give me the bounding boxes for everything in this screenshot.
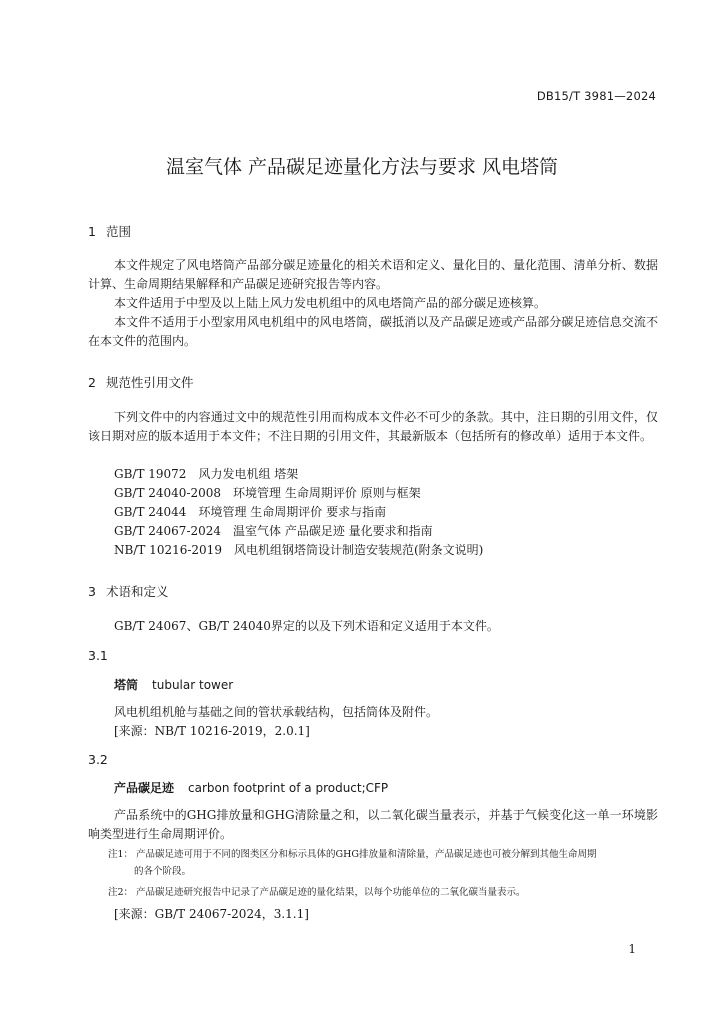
note-label: 注1： (108, 849, 134, 860)
section-2-heading (88, 373, 194, 391)
note-2: 注2： 产品碳足迹研究报告中记录了产品碳足迹的量化结果，以每个功能单位的二氧化碳当量表示。 (108, 887, 526, 898)
term-en: tubular tower (152, 678, 234, 692)
reference-item: NB/T 10216-2019 风电机组钢塔筒设计制造安装规范(附条文说明) (114, 543, 484, 557)
section-number: 1 (88, 224, 96, 239)
reference-item: GB/T 24044 环境管理 生命周期评价 要求与指南 (114, 505, 387, 519)
term-zh: 产品碳足迹 (114, 781, 175, 795)
paragraph: GB/T 24067、GB/T 24040界定的以及下列术语和定义适用于本文件。 (114, 619, 499, 633)
section-3-heading (88, 582, 169, 600)
term-en: carbon footprint of a product;CFP (188, 781, 389, 795)
section-title: 范围 (106, 224, 132, 239)
section-1-heading (88, 222, 131, 240)
paragraph: 本文件规定了风电塔筒产品部分碳足迹量化的相关术语和定义、量化目的、量化范围、清单分析、数据计算、生命周期结果解释和产品碳足迹研究报告等内容。 (88, 258, 658, 291)
term-source: [来源：NB/T 10216-2019，2.0.1] (114, 724, 310, 738)
term-zh: 塔筒 (114, 678, 139, 692)
note-label: 注2： (108, 887, 134, 898)
document-title: 温室气体 产品碳足迹量化方法与要求 风电塔筒 (165, 156, 559, 178)
term-entry (114, 779, 388, 796)
section-title: 规范性引用文件 (106, 375, 194, 390)
paragraph: 本文件不适用于小型家用风电机组中的风电塔筒，碳抵消以及产品碳足迹或产品部分碳足迹信息交流不在本文件的范围内。 (88, 315, 658, 348)
note-1: 注1： 产品碳足迹可用于不同的图类区分和标示具体的GHG排放量和清除量，产品碳足迹也可被分解到其他生命周期 的各个阶段。 (108, 849, 597, 877)
section-number: 3 (88, 584, 96, 599)
reference-item: GB/T 19072 风力发电机组 塔架 (114, 467, 299, 481)
paragraph: 本文件适用于中型及以上陆上风力发电机组中的风电塔筒产品的部分碳足迹核算。 (114, 296, 547, 310)
section-number: 2 (88, 375, 96, 390)
reference-item: GB/T 24067-2024 温室气体 产品碳足迹 量化要求和指南 (114, 524, 433, 538)
term-number: 3.1 (88, 648, 108, 663)
reference-item: GB/T 24040-2008 环境管理 生命周期评价 原则与框架 (114, 486, 421, 500)
term-number: 3.2 (88, 752, 108, 767)
term-entry (114, 676, 233, 693)
term-definition: 产品系统中的GHG排放量和GHG清除量之和，以二氧化碳当量表示，并基于气候变化这一单一环境影响类型进行生命周期评价。 (88, 808, 658, 841)
term-definition: 风电机组机舱与基础之间的管状承载结构，包括筒体及附件。 (114, 705, 439, 719)
document-code: DB15/T 3981—2024 (536, 89, 656, 103)
page-number: 1 (628, 942, 636, 956)
paragraph: 下列文件中的内容通过文中的规范性引用而构成本文件必不可少的条款。其中，注日期的引用文件，仅该日期对应的版本适用于本文件；不注日期的引用文件，其最新版本（包括所有的修改单）适用于本文件。 (88, 410, 658, 443)
term-source: [来源：GB/T 24067-2024，3.1.1] (114, 907, 309, 921)
section-title: 术语和定义 (106, 584, 169, 599)
